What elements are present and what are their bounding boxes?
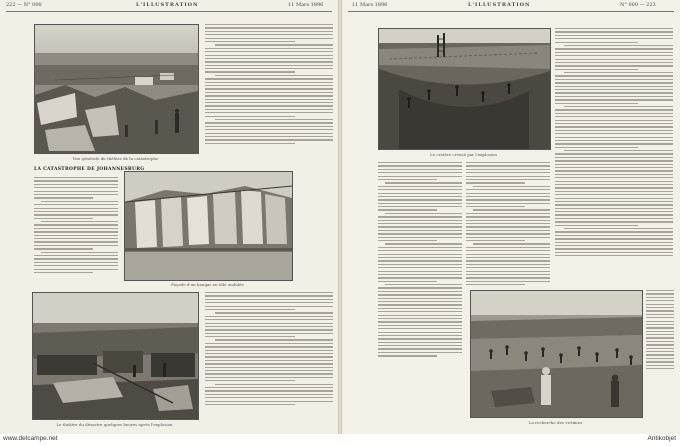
- photo-disaster-aftermath: [32, 292, 199, 420]
- left-text-column-top: [205, 24, 333, 146]
- right-header-rule: [348, 11, 674, 12]
- right-journal-title: L'ILLUSTRATION: [468, 2, 531, 8]
- caption-search-victims: La recherche des victimes: [528, 420, 583, 425]
- caption-crater: Le cratère creusé par l'explosion: [430, 152, 497, 157]
- right-page-number: N° 000 — 223: [620, 2, 656, 8]
- right-text-column-bottom: [646, 290, 674, 371]
- photo-hangar: [124, 171, 293, 281]
- caption-general-view: Vue générale du théâtre de la catastrophe: [72, 156, 159, 161]
- left-page: [0, 0, 338, 434]
- watermark-footer: [0, 434, 680, 446]
- right-text-column-center: [466, 162, 550, 287]
- right-page-date: 11 Mars 1896: [352, 2, 388, 8]
- right-page: [342, 0, 680, 434]
- photo-crater: [378, 28, 551, 150]
- photo-search-victims: [470, 290, 643, 418]
- left-journal-title: L'ILLUSTRATION: [136, 2, 199, 8]
- caption-disaster-aftermath: Le théâtre du désastre quelques heures après l'explosion: [56, 422, 173, 427]
- left-text-column-middle: [34, 177, 118, 275]
- article-heading: LA CATASTROPHE DE JOHANNESBURG: [34, 167, 145, 172]
- footer-left-watermark[interactable]: www.delcampe.net: [3, 435, 58, 442]
- caption-hangar: Façade d'un hangar en tôle ondulée: [171, 282, 244, 287]
- right-text-column-top: [555, 28, 673, 259]
- footer-right-watermark[interactable]: Antikobjet: [647, 435, 676, 442]
- left-page-date: 11 Mars 1896: [288, 2, 324, 8]
- left-page-number: 222 — N° 000: [6, 2, 42, 8]
- right-text-column-middle: [378, 162, 462, 359]
- left-header-rule: [6, 11, 332, 12]
- photo-general-view: [34, 24, 199, 154]
- left-text-column-bottom: [205, 292, 333, 407]
